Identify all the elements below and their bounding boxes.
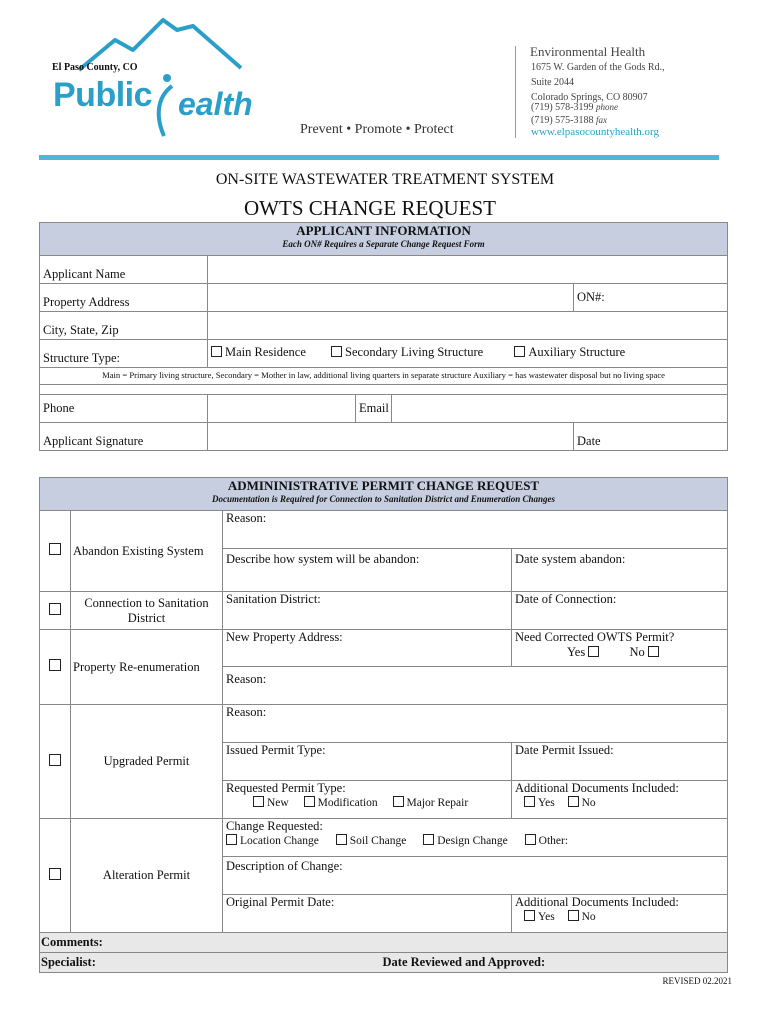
checkbox-icon[interactable] [331, 346, 342, 357]
new-address-field[interactable] [223, 630, 512, 667]
spacer-row [40, 385, 728, 395]
date-field[interactable] [574, 423, 728, 451]
admin-heading: ADMININISTRATIVE PERMIT CHANGE REQUEST [227, 478, 540, 493]
checkbox-icon[interactable] [304, 796, 315, 807]
structure-secondary-option[interactable]: Secondary Living Structure [331, 345, 483, 359]
reviewed-field[interactable] [223, 953, 728, 973]
county-name: El Paso County, CO [52, 62, 138, 73]
upgraded-reason-label: Reason: [226, 705, 267, 719]
checkbox-icon[interactable] [393, 796, 404, 807]
reviewed-label: Date Reviewed and Approved: [382, 955, 546, 969]
requested-type-label: Requested Permit Type: [226, 781, 346, 795]
upgraded-additional-yes[interactable]: Yes [524, 797, 555, 809]
applicant-note: Each ON# Requires a Separate Change Request Form [282, 239, 485, 249]
logo-public-text: Public [53, 76, 153, 114]
city-state-zip-field[interactable] [208, 312, 728, 340]
address-line1: 1675 W. Garden of the Gods Rd., [531, 62, 665, 73]
design-change-option[interactable]: Design Change [423, 835, 508, 847]
abandon-date-field[interactable] [512, 549, 728, 592]
admin-note: Documentation is Required for Connection to Sanitation District and Enumeration Changes [211, 494, 556, 504]
applicant-section [39, 222, 728, 451]
change-description-field[interactable] [223, 857, 728, 895]
connection-label: Connection to Sanitation District [71, 592, 223, 630]
form-title: OWTS CHANGE REQUEST [244, 196, 496, 220]
connection-date-label: Date of Connection: [515, 592, 617, 606]
checkbox-icon[interactable] [423, 834, 434, 845]
checkbox-icon[interactable] [336, 834, 347, 845]
header-bar [39, 155, 719, 160]
checkbox-icon[interactable] [648, 646, 659, 657]
abandon-checkbox[interactable] [40, 511, 71, 592]
applicant-name-field[interactable] [208, 256, 728, 284]
phone-label: Phone [40, 395, 208, 423]
requested-major-repair-option[interactable]: Major Repair [393, 797, 469, 809]
upgraded-label: Upgraded Permit [71, 705, 223, 819]
property-address-field[interactable] [208, 284, 574, 312]
need-corrected-label: Need Corrected OWTS Permit? [515, 630, 675, 644]
structure-note: Main = Primary living structure, Secondary = Mother in law, additional living quarters in separate structure Auxiliary = has wastewater disposal but no living space [40, 368, 728, 385]
tagline: Prevent • Promote • Protect [300, 122, 454, 137]
abandon-date-label: Date system abandon: [515, 552, 626, 566]
original-date-label: Original Permit Date: [226, 895, 335, 909]
city-state-zip-label: City, State, Zip [40, 312, 208, 340]
department-name: Environmental Health [530, 44, 646, 59]
need-corrected-field [512, 630, 728, 667]
structure-auxiliary-option[interactable]: Auxiliary Structure [514, 345, 625, 359]
upgraded-checkbox[interactable] [40, 705, 71, 819]
fax-line: (719) 575-3188 fax [531, 115, 607, 126]
specialist-label: Specialist: [41, 955, 96, 969]
checkbox-icon[interactable] [49, 868, 61, 880]
connection-date-field[interactable] [512, 592, 728, 630]
upgraded-additional-field [512, 781, 728, 819]
change-requested-label: Change Requested: [226, 819, 323, 833]
checkbox-icon[interactable] [525, 834, 536, 845]
requested-new-option[interactable]: New [253, 797, 289, 809]
checkbox-icon[interactable] [226, 834, 237, 845]
form-subtitle: ON-SITE WASTEWATER TREATMENT SYSTEM [215, 171, 555, 188]
soil-change-option[interactable]: Soil Change [336, 835, 407, 847]
phone-field[interactable] [208, 395, 356, 423]
change-requested-field [223, 819, 728, 857]
checkbox-icon[interactable] [49, 754, 61, 766]
structure-type-label: Structure Type: [40, 340, 208, 368]
checkbox-icon[interactable] [568, 910, 579, 921]
reenum-reason-label: Reason: [226, 672, 267, 686]
email-label: Email [356, 395, 392, 423]
date-label: Date [577, 434, 601, 448]
signature-label: Applicant Signature [40, 423, 208, 451]
checkbox-icon[interactable] [568, 796, 579, 807]
on-number-field[interactable] [574, 284, 728, 312]
date-issued-field[interactable] [512, 743, 728, 781]
alteration-additional-no[interactable]: No [568, 911, 596, 923]
logo-health-text: ealth [178, 86, 253, 122]
checkbox-icon[interactable] [514, 346, 525, 357]
checkbox-icon[interactable] [49, 659, 61, 671]
abandon-reason-field[interactable] [223, 511, 728, 549]
checkbox-icon[interactable] [524, 910, 535, 921]
figure-logo-icon [150, 70, 180, 140]
email-field[interactable] [392, 395, 728, 423]
applicant-header [40, 223, 728, 256]
requested-modification-option[interactable]: Modification [304, 797, 378, 809]
connection-checkbox[interactable] [40, 592, 71, 630]
upgraded-reason-field[interactable] [223, 705, 728, 743]
phone-line: (719) 578-3199 phone [531, 102, 618, 113]
address-line3: Colorado Springs, CO 80907 [531, 92, 648, 103]
checkbox-icon[interactable] [588, 646, 599, 657]
reenum-label: Property Re-enumeration [71, 630, 223, 705]
need-corrected-yes[interactable]: Yes [567, 645, 602, 659]
admin-header [40, 478, 728, 511]
abandon-reason-label: Reason: [226, 511, 267, 525]
applicant-name-label: Applicant Name [40, 256, 208, 284]
comments-label: Comments: [41, 935, 103, 949]
sanitation-district-field[interactable] [223, 592, 512, 630]
alteration-additional-label: Additional Documents Included: [515, 895, 679, 909]
specialist-field[interactable] [40, 953, 223, 973]
upgraded-additional-no[interactable]: No [568, 797, 596, 809]
change-description-label: Description of Change: [226, 859, 343, 873]
need-corrected-no[interactable]: No [629, 645, 661, 659]
address-line2: Suite 2044 [531, 77, 575, 88]
alteration-checkbox[interactable] [40, 819, 71, 933]
website-link[interactable]: www.elpasocountyhealth.org [531, 126, 659, 138]
original-date-field[interactable] [223, 895, 512, 933]
structure-main-option[interactable]: Main Residence [211, 345, 306, 359]
checkbox-icon[interactable] [49, 603, 61, 615]
abandon-label: Abandon Existing System [71, 511, 223, 592]
structure-type-options [208, 340, 728, 368]
issued-type-field[interactable] [223, 743, 512, 781]
reenum-checkbox[interactable] [40, 630, 71, 705]
date-issued-label: Date Permit Issued: [515, 743, 614, 757]
new-address-label: New Property Address: [226, 630, 343, 644]
checkbox-icon[interactable] [49, 543, 61, 555]
on-number-label: ON#: [577, 290, 605, 304]
abandon-describe-label: Describe how system will be abandon: [226, 552, 420, 566]
issued-type-label: Issued Permit Type: [226, 743, 326, 757]
sanitation-district-label: Sanitation District: [226, 592, 321, 606]
location-change-option[interactable]: Location Change [226, 835, 319, 847]
other-option[interactable]: Other: [525, 835, 568, 847]
admin-section [39, 477, 728, 973]
abandon-describe-field[interactable] [223, 549, 512, 592]
revision-note: REVISED 02.2021 [662, 976, 732, 986]
upgraded-additional-label: Additional Documents Included: [515, 781, 679, 795]
applicant-heading: APPLICANT INFORMATION [296, 223, 471, 238]
signature-field[interactable] [208, 423, 574, 451]
checkbox-icon[interactable] [524, 796, 535, 807]
alteration-label: Alteration Permit [71, 819, 223, 933]
reenum-reason-field[interactable] [223, 667, 728, 705]
header-divider [515, 46, 516, 138]
comments-field[interactable] [40, 933, 728, 953]
checkbox-icon[interactable] [253, 796, 264, 807]
alteration-additional-yes[interactable]: Yes [524, 911, 555, 923]
property-address-label: Property Address [40, 284, 208, 312]
alteration-additional-field [512, 895, 728, 933]
checkbox-icon[interactable] [211, 346, 222, 357]
requested-type-field [223, 781, 512, 819]
